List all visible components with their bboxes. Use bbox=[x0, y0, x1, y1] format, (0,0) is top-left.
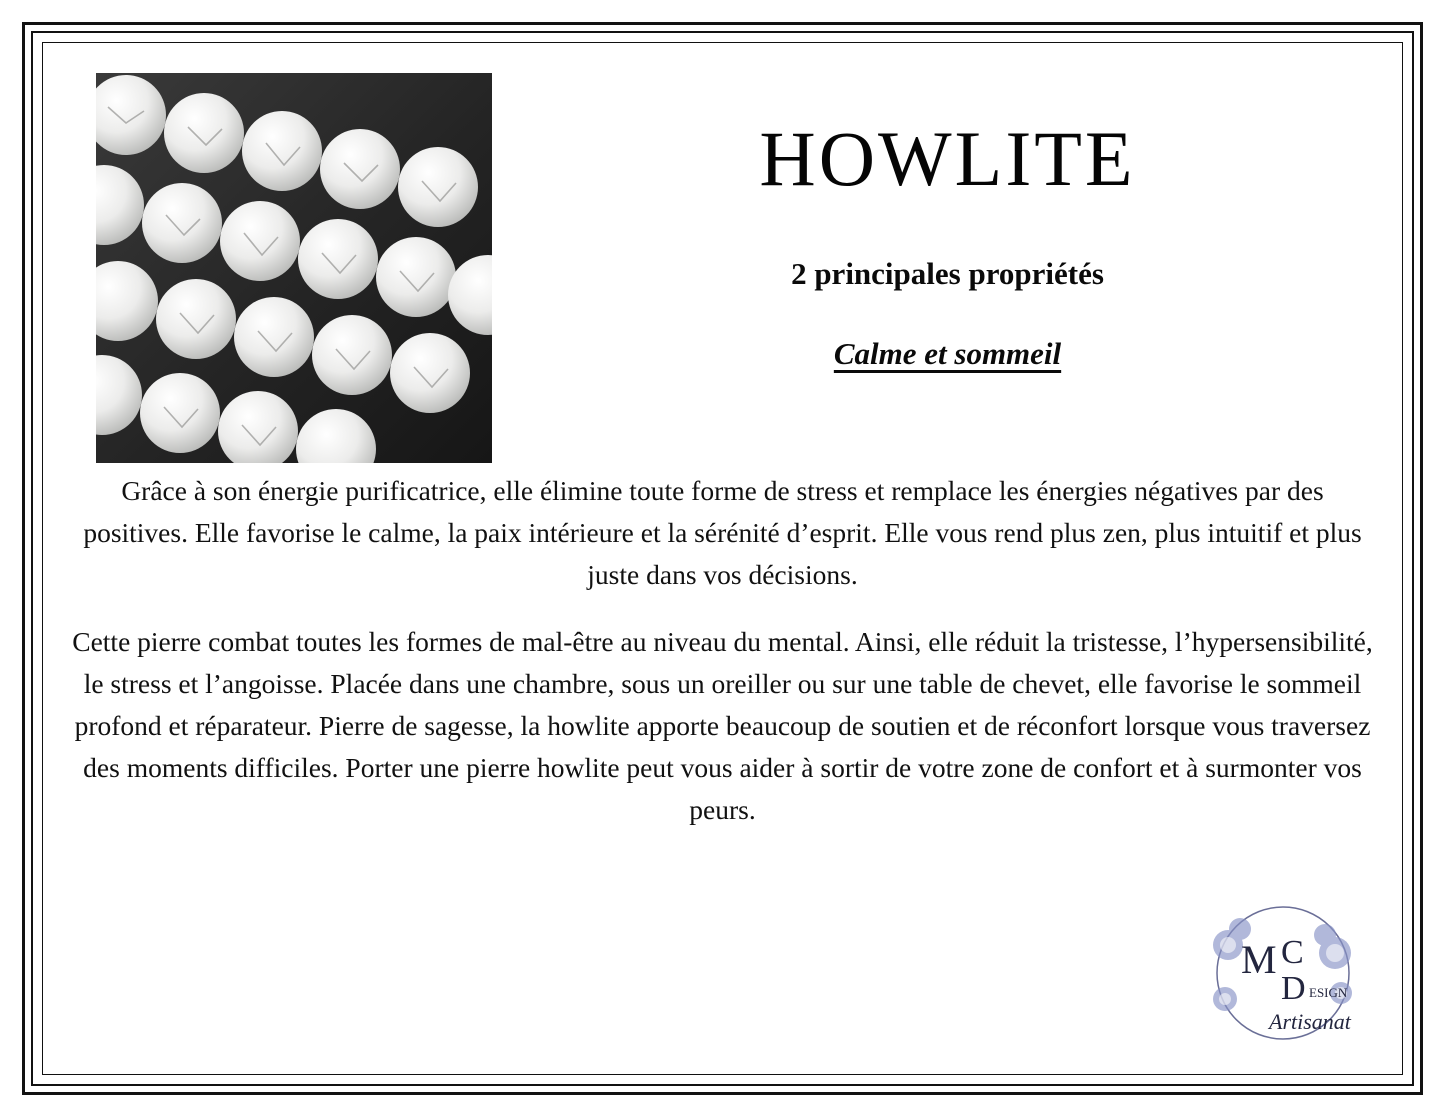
svg-text:M: M bbox=[1241, 937, 1277, 982]
tagline: Calme et sommeil bbox=[833, 336, 1062, 371]
brand-logo bbox=[1185, 901, 1381, 1051]
svg-text:Artisanat: Artisanat bbox=[1269, 1009, 1351, 1034]
svg-text:ESIGN: ESIGN bbox=[1309, 985, 1348, 1000]
document-content bbox=[50, 50, 1395, 1067]
paragraph-1: Grâce à son énergie purificatrice, elle élimine toute forme de stress et remplace les énergies négatives par des positives. Elle favorise le calme, la paix intérieure et la sérénité d’esprit. Elle vous rend plus zen, plus intuitif et plus juste dans vos décisions. bbox=[83, 475, 1362, 590]
howlite-beads-photo bbox=[96, 73, 492, 463]
page-title: HOWLITE bbox=[759, 115, 1136, 202]
title-block bbox=[520, 115, 1375, 372]
body-text bbox=[70, 470, 1375, 856]
header-area bbox=[50, 50, 1395, 462]
paragraph-2: Cette pierre combat toutes les formes de mal-être au niveau du mental. Ainsi, elle réduit la tristesse, l’hypersensibilité, le stress et l’angoisse. Placée dans une chambre, sous un oreiller ou sur une table de chevet, elle favorise le sommeil profond et réparateur. Pierre de sagesse, la howlite apporte beaucoup de soutien et de réconfort lorsque vous traversez des moments difficiles. Porter une pierre howlite peut vous aider à sortir de votre zone de confort et à surmonter vos peurs. bbox=[72, 626, 1373, 825]
svg-text:C: C bbox=[1281, 934, 1304, 971]
svg-text:D: D bbox=[1281, 970, 1306, 1007]
subtitle: 2 principales propriétés bbox=[791, 256, 1104, 291]
